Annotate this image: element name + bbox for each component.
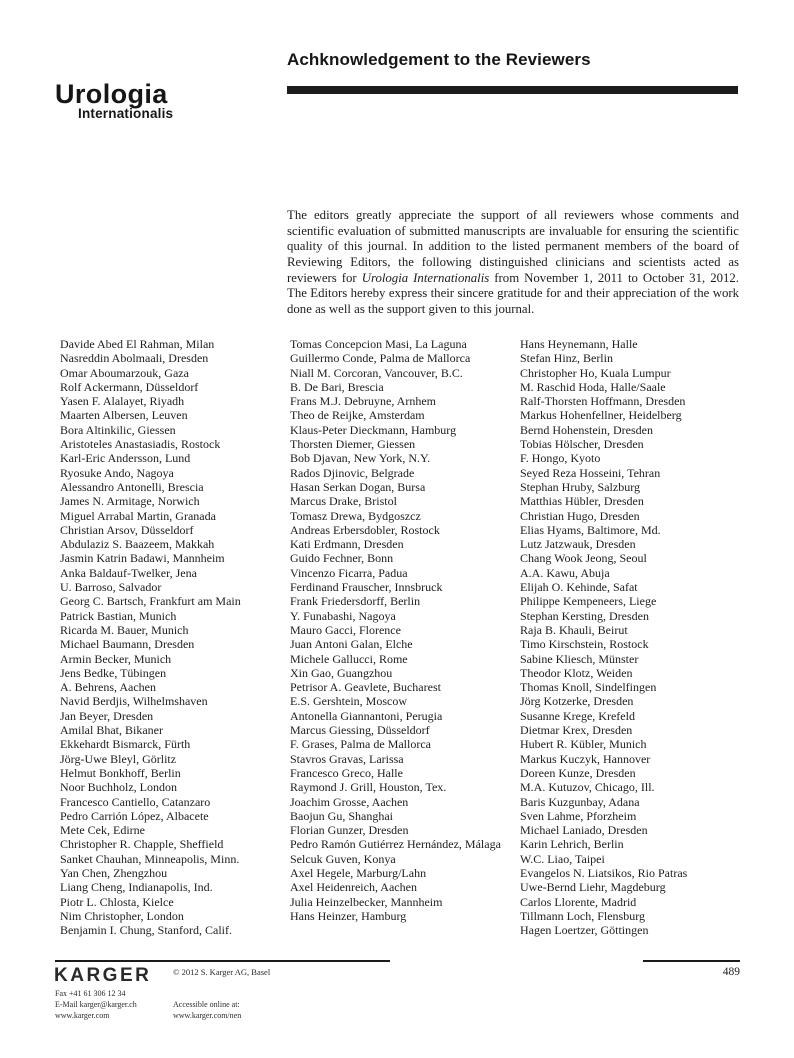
reviewer-name: Markus Hohenfellner, Heidelberg: [520, 408, 682, 423]
reviewer-name: Raja B. Khauli, Beirut: [520, 622, 628, 637]
reviewer-name: Davide Abed El Rahman, Milan: [60, 337, 215, 351]
reviewer-name: Evangelos N. Liatsikos, Rio Patras: [520, 865, 688, 880]
reviewer-name: Patrick Bastian, Munich: [60, 608, 177, 623]
reviewer-name: Piotr L. Chlosta, Kielce: [60, 894, 174, 909]
reviewer-name: Andreas Erbersdobler, Rostock: [290, 522, 440, 537]
reviewer-name: Sabine Kliesch, Münster: [520, 651, 639, 666]
reviewer-name: U. Barroso, Salvador: [60, 580, 162, 595]
reviewer-name: Axel Heidenreich, Aachen: [290, 880, 417, 895]
reviewer-name: Carlos Llorente, Madrid: [520, 894, 637, 909]
reviewer-name: Susanne Krege, Krefeld: [520, 708, 635, 723]
reviewer-name: Karl-Eric Andersson, Lund: [60, 451, 191, 466]
reviewer-name: Guido Fechner, Bonn: [290, 551, 394, 566]
reviewer-name: Juan Antoni Galan, Elche: [290, 637, 413, 652]
reviewer-name: Sanket Chauhan, Minneapolis, Minn.: [60, 851, 240, 866]
reviewer-name: Hans Heinzer, Hamburg: [290, 908, 407, 923]
reviewer-name: Ferdinand Frauscher, Innsbruck: [290, 580, 443, 595]
reviewer-name: Francesco Greco, Halle: [290, 765, 403, 780]
reviewer-column-3: [520, 337, 750, 937]
reviewer-name: Liang Cheng, Indianapolis, Ind.: [60, 880, 213, 895]
reviewer-name: Stephan Kersting, Dresden: [520, 608, 649, 623]
reviewer-name: Stavros Gravas, Larissa: [290, 751, 404, 766]
reviewer-name: Tillmann Loch, Flensburg: [520, 908, 646, 923]
reviewer-name: A.A. Kawu, Abuja: [520, 565, 610, 580]
reviewer-name: A. Behrens, Aachen: [60, 680, 156, 695]
reviewer-name: Markus Kuczyk, Hannover: [520, 751, 651, 766]
reviewer-name: Lutz Jatzwauk, Dresden: [520, 537, 636, 552]
reviewer-name: Noor Buchholz, London: [60, 780, 177, 795]
reviewer-name: Marcus Drake, Bristol: [290, 494, 397, 509]
online-access-url: www.karger.com/nen: [173, 1011, 242, 1020]
reviewer-name: Florian Gunzer, Dresden: [290, 823, 409, 838]
reviewer-name: Niall M. Corcoran, Vancouver, B.C.: [290, 365, 463, 380]
reviewer-name: Jan Beyer, Dresden: [60, 708, 154, 723]
reviewer-name: Xin Gao, Guangzhou: [290, 665, 393, 680]
reviewer-name: Armin Becker, Munich: [60, 651, 172, 666]
publisher-fax: Fax +41 61 306 12 34: [55, 989, 126, 998]
reviewer-name: Theo de Reijke, Amsterdam: [290, 408, 425, 423]
intro-text-part1: The editors greatly appreciate the support of all reviewers whose comments and scientific evaluation of submitted manuscripts are invaluable for ensuring the scientific quality of this journal. In addition to the listed permanent members of the board of Reviewing Editors, the following distinguished clinicians and scientists acted as reviewers for: [287, 207, 739, 285]
reviewer-name: Selcuk Guven, Konya: [290, 851, 396, 866]
reviewer-name: Seyed Reza Hosseini, Tehran: [520, 465, 661, 480]
reviewer-name: Thorsten Diemer, Giessen: [290, 437, 416, 452]
reviewer-name: Abdulaziz S. Baazeem, Makkah: [60, 537, 215, 552]
reviewer-name: Tomasz Drewa, Bydgoszcz: [290, 508, 421, 523]
reviewer-name: Mauro Gacci, Florence: [290, 622, 401, 637]
reviewer-name: Elias Hyams, Baltimore, Md.: [520, 522, 661, 537]
publisher-website: www.karger.com: [55, 1011, 110, 1020]
reviewer-name: Theodor Klotz, Weiden: [520, 665, 633, 680]
reviewer-name: Baris Kuzgunbay, Adana: [520, 794, 640, 809]
reviewer-name: Georg C. Bartsch, Frankfurt am Main: [60, 594, 241, 609]
reviewer-name: Marcus Giessing, Düsseldorf: [290, 723, 430, 738]
reviewer-name: Sven Lahme, Pforzheim: [520, 808, 637, 823]
reviewer-name: Julia Heinzelbecker, Mannheim: [290, 894, 443, 909]
reviewer-name: Kati Erdmann, Dresden: [290, 537, 404, 552]
reviewer-name: Hagen Loertzer, Göttingen: [520, 923, 649, 938]
reviewer-name: Michele Gallucci, Rome: [290, 651, 408, 666]
reviewer-name: Hans Heynemann, Halle: [520, 337, 638, 351]
reviewer-name: Dietmar Krex, Dresden: [520, 723, 633, 738]
reviewer-name: Timo Kirschstein, Rostock: [520, 637, 649, 652]
reviewer-name: Jörg Kotzerke, Dresden: [520, 694, 634, 709]
reviewer-name: Miguel Arrabal Martin, Granada: [60, 508, 216, 523]
reviewer-name: W.C. Liao, Taipei: [520, 851, 605, 866]
reviewer-name: Klaus-Peter Dieckmann, Hamburg: [290, 422, 457, 437]
reviewer-name: Jens Bedke, Tübingen: [60, 665, 167, 680]
reviewer-name: Ryosuke Ando, Nagoya: [60, 465, 174, 480]
reviewer-name: Rolf Ackermann, Düsseldorf: [60, 379, 199, 394]
reviewer-name: Axel Hegele, Marburg/Lahn: [290, 865, 427, 880]
reviewer-name: Thomas Knoll, Sindelfingen: [520, 680, 657, 695]
reviewer-name: Yasen F. Alalayet, Riyadh: [60, 394, 185, 409]
reviewer-name: Maarten Albersen, Leuven: [60, 408, 188, 423]
reviewer-name: Michael Baumann, Dresden: [60, 637, 195, 652]
footer-rule-right: [643, 960, 740, 962]
reviewer-name: Pedro Carrión López, Albacete: [60, 808, 209, 823]
reviewer-column-2: [290, 337, 520, 937]
reviewer-name: Guillermo Conde, Palma de Mallorca: [290, 351, 471, 366]
reviewer-columns: [60, 337, 760, 937]
journal-logo-name: Urologia: [55, 79, 168, 109]
journal-logo: [55, 80, 173, 121]
reviewer-name: Hubert R. Kübler, Munich: [520, 737, 647, 752]
reviewer-name: Hasan Serkan Dogan, Bursa: [290, 479, 426, 494]
reviewer-name: Vincenzo Ficarra, Padua: [290, 565, 408, 580]
reviewer-name: Mete Cek, Edirne: [60, 823, 145, 838]
reviewer-name: M. Raschid Hoda, Halle/Saale: [520, 379, 666, 394]
reviewer-name: Karin Lehrich, Berlin: [520, 837, 624, 852]
reviewer-name: Navid Berdjis, Wilhelmshaven: [60, 694, 208, 709]
reviewer-name: F. Hongo, Kyoto: [520, 451, 601, 466]
title-divider-bar: [287, 86, 738, 94]
reviewer-name: Christopher R. Chapple, Sheffield: [60, 837, 224, 852]
reviewer-name: Stephan Hruby, Salzburg: [520, 479, 640, 494]
intro-paragraph: [287, 208, 739, 318]
reviewer-name: James N. Armitage, Norwich: [60, 494, 200, 509]
reviewer-name: Anka Baldauf-Twelker, Jena: [60, 565, 197, 580]
reviewer-name: Raymond J. Grill, Houston, Tex.: [290, 780, 447, 795]
publisher-contact-block: [55, 988, 137, 1021]
reviewer-name: B. De Bari, Brescia: [290, 379, 384, 394]
journal-logo-subtitle: Internationalis: [78, 106, 174, 121]
reviewer-name: Baojun Gu, Shanghai: [290, 808, 393, 823]
reviewer-name: Amilal Bhat, Bikaner: [60, 723, 163, 738]
reviewer-name: Benjamin I. Chung, Stanford, Calif.: [60, 923, 232, 938]
reviewer-name: Tobias Hölscher, Dresden: [520, 437, 644, 452]
reviewer-name: Yan Chen, Zhengzhou: [60, 865, 168, 880]
reviewer-name: Joachim Grosse, Aachen: [290, 794, 409, 809]
reviewer-name: Ralf-Thorsten Hoffmann, Dresden: [520, 394, 686, 409]
reviewer-name: Francesco Cantiello, Catanzaro: [60, 794, 211, 809]
page-title: Achknowledgement to the Reviewers: [287, 50, 591, 69]
reviewer-name: Petrisor A. Geavlete, Bucharest: [290, 680, 441, 695]
reviewer-name: Bernd Hohenstein, Dresden: [520, 422, 653, 437]
reviewer-name: Y. Funabashi, Nagoya: [290, 608, 396, 623]
reviewer-name: Bob Djavan, New York, N.Y.: [290, 451, 431, 466]
online-access-label: Accessible online at:: [173, 1000, 240, 1009]
reviewer-name: Uwe-Bernd Liehr, Magdeburg: [520, 880, 666, 895]
reviewer-name: Helmut Bonkhoff, Berlin: [60, 765, 181, 780]
reviewer-name: Bora Altinkilic, Giessen: [60, 422, 176, 437]
reviewer-name: Christian Arsov, Düsseldorf: [60, 522, 194, 537]
reviewer-name: Christian Hugo, Dresden: [520, 508, 640, 523]
reviewer-name: Tomas Concepcion Masi, La Laguna: [290, 337, 467, 351]
reviewer-name: Michael Laniado, Dresden: [520, 823, 648, 838]
online-access-block: [173, 999, 241, 1021]
reviewer-name: Pedro Ramón Gutiérrez Hernández, Málaga: [290, 837, 501, 852]
reviewer-name: Ekkehardt Bismarck, Fürth: [60, 737, 191, 752]
reviewer-name: Frans M.J. Debruyne, Arnhem: [290, 394, 436, 409]
reviewer-name: M.A. Kutuzov, Chicago, Ill.: [520, 780, 655, 795]
reviewer-column-1: [60, 337, 290, 937]
karger-logo: KARGER: [54, 965, 152, 986]
reviewer-name: Antonella Giannantoni, Perugia: [290, 708, 443, 723]
reviewer-name: Aristoteles Anastasiadis, Rostock: [60, 437, 221, 452]
reviewer-name: Nasreddin Abolmaali, Dresden: [60, 351, 209, 366]
page-number: 489: [722, 966, 740, 978]
reviewer-name: Frank Friedersdorff, Berlin: [290, 594, 421, 609]
copyright-notice: © 2012 S. Karger AG, Basel: [173, 967, 271, 977]
reviewer-name: Elijah O. Kehinde, Safat: [520, 580, 638, 595]
reviewer-name: Rados Djinovic, Belgrade: [290, 465, 415, 480]
reviewer-name: Nim Christopher, London: [60, 908, 184, 923]
reviewer-name: Stefan Hinz, Berlin: [520, 351, 613, 366]
reviewer-name: Jasmin Katrin Badawi, Mannheim: [60, 551, 225, 566]
reviewer-name: Chang Wook Jeong, Seoul: [520, 551, 647, 566]
reviewer-name: Ricarda M. Bauer, Munich: [60, 622, 189, 637]
publisher-email: E-Mail karger@karger.ch: [55, 1000, 137, 1009]
reviewer-name: E.S. Gershtein, Moscow: [290, 694, 407, 709]
reviewer-name: Omar Aboumarzouk, Gaza: [60, 365, 189, 380]
reviewer-name: Alessandro Antonelli, Brescia: [60, 479, 204, 494]
reviewer-name: Christopher Ho, Kuala Lumpur: [520, 365, 671, 380]
reviewer-name: Matthias Hübler, Dresden: [520, 494, 644, 509]
reviewer-name: Philippe Kempeneers, Liege: [520, 594, 657, 609]
reviewer-name: Doreen Kunze, Dresden: [520, 765, 636, 780]
intro-journal-name-italic: Urologia Internationalis: [361, 270, 490, 285]
reviewer-name: F. Grases, Palma de Mallorca: [290, 737, 431, 752]
reviewer-name: Jörg-Uwe Bleyl, Görlitz: [60, 751, 177, 766]
intro-text-part2: from November 1, 2011 to October 31, 2012. The Editors hereby express their sincere gratitude for and their appreciation of the work done as well as the support given to this journal.: [287, 270, 739, 317]
footer-rule-left: [55, 960, 390, 962]
